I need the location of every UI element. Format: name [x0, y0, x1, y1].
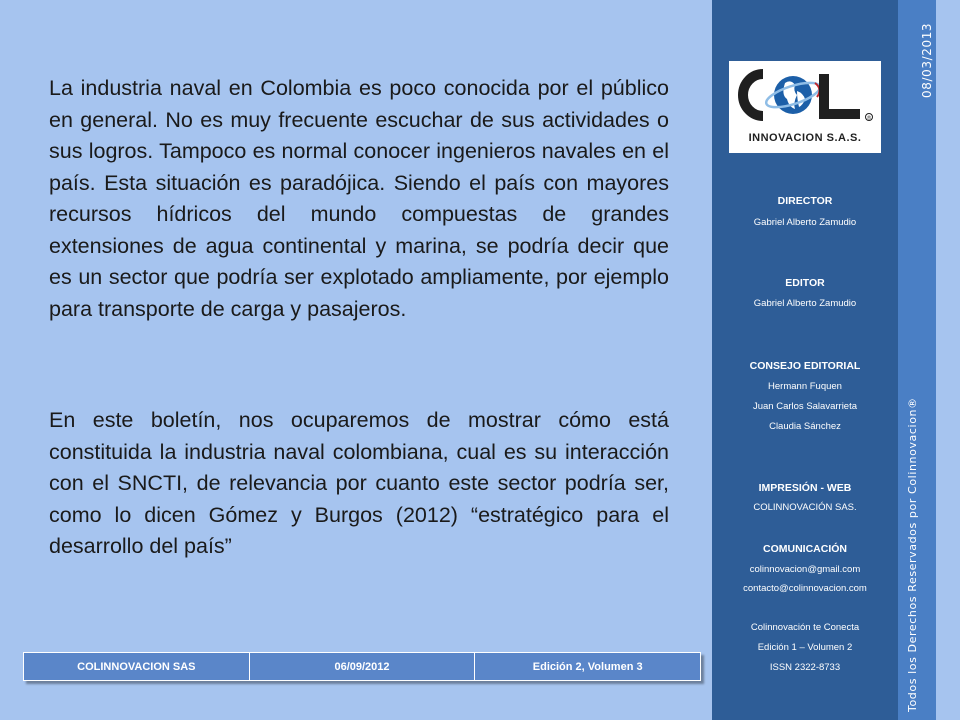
council-member: Juan Carlos Salavarrieta [752, 401, 858, 412]
editor-name: Gabriel Alberto Zamudio [753, 298, 857, 309]
right-margin-stripe [936, 0, 960, 720]
communication-heading: COMUNICACIÓN [763, 543, 847, 555]
tagline: Colinnovación te Conecta [750, 622, 860, 633]
issn: ISSN 2322-8733 [769, 662, 841, 673]
logo-graphic [729, 61, 881, 153]
intro-paragraph: La industria naval en Colombia es poco conocida por el público en general. No es muy frecuente escuchar de sus actividades o sus logros. Tampoco es normal conocer ingenieros navales en el país. Esta situación es paradójica. Siendo el país con mayores recursos hídricos del mundo compuestas de grandes extensiones de agua continental y marina, se podría decir que es un sector que podría ser explotado ampliamente, por ejemplo para transporte de carga y pasajeros. [49, 76, 669, 321]
footer-edition: Edición 2, Volumen 3 [475, 653, 700, 680]
edge-date: 08/03/2013 [920, 22, 934, 98]
edition-line: Edición 1 – Volumen 2 [757, 642, 853, 653]
email-link[interactable]: contacto@colinnovacion.com [743, 583, 867, 594]
print-value: COLINNOVACIÓN SAS. [753, 502, 857, 513]
print-heading: IMPRESIÓN - WEB [758, 482, 852, 494]
rights-notice: Todos los Derechos Reservados por Colinnovacion® [906, 397, 919, 712]
logo-subtitle: INNOVACION S.A.S. [748, 132, 862, 144]
footer-bar [23, 652, 701, 681]
council-member: Claudia Sánchez [769, 421, 841, 432]
footer-date: 06/09/2012 [250, 653, 476, 680]
council-member: Hermann Fuquen [768, 381, 842, 392]
footer-organization: COLINNOVACION SAS [24, 653, 250, 680]
council-heading: CONSEJO EDITORIAL [749, 360, 861, 372]
director-heading: DIRECTOR [777, 195, 833, 207]
editor-heading: EDITOR [785, 277, 825, 289]
colinnovacion-logo [729, 61, 881, 153]
director-name: Gabriel Alberto Zamudio [753, 217, 857, 228]
registered-mark: ® [866, 115, 872, 122]
bulletin-paragraph: En este boletín, nos ocuparemos de mostrar cómo está constituida la industria naval colombiana, cual es su interacción con el SNCTI, de relevancia por cuanto este sector podría ser, como lo dicen Gómez y Burgos (2012) “estratégico para el desarrollo del país” [49, 408, 669, 558]
email-link[interactable]: colinnovacion@gmail.com [749, 564, 861, 575]
